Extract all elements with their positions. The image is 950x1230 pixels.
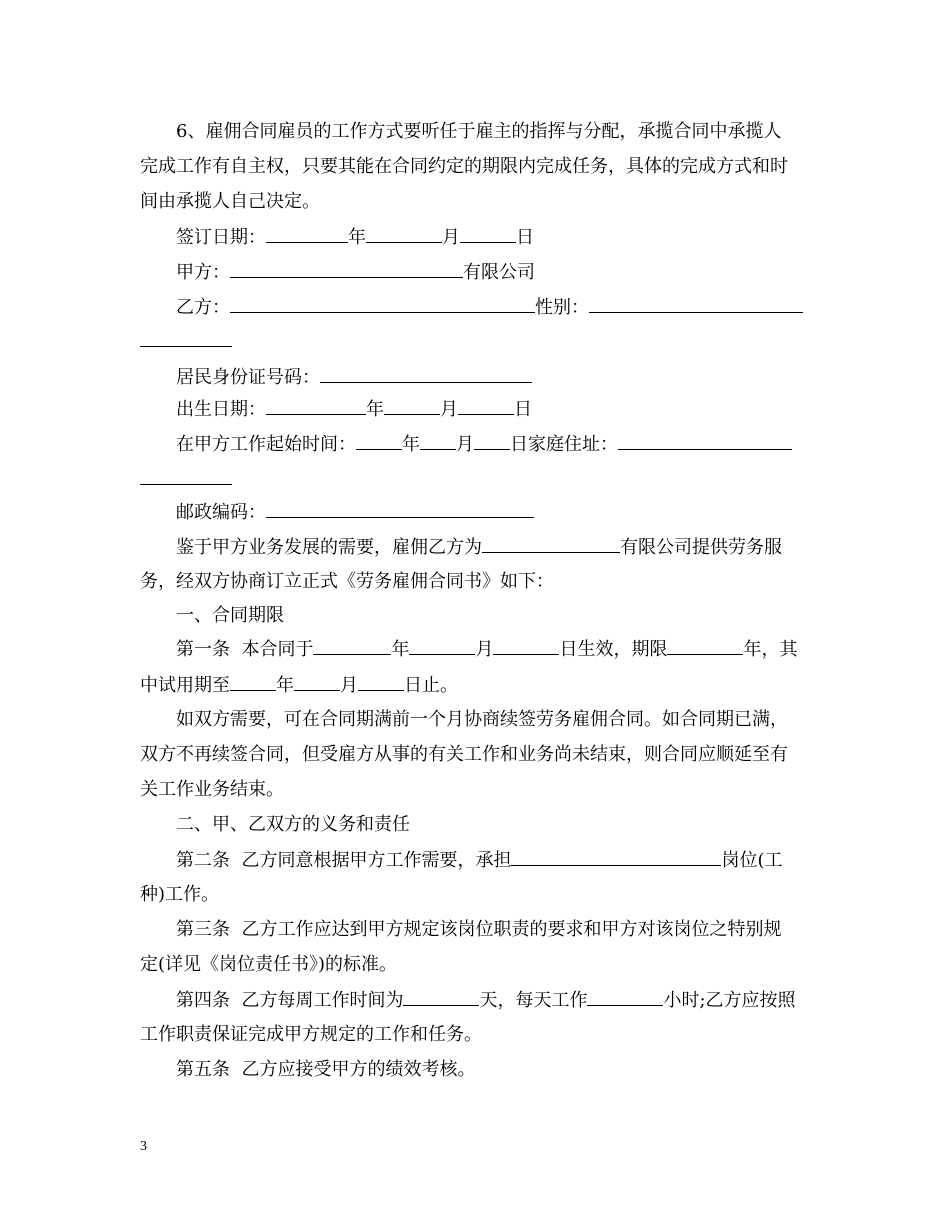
paragraph-line: 6、雇佣合同雇员的工作方式要听任于雇主的指挥与分配，承揽合同中承揽人 (176, 121, 782, 142)
postal-label: 邮政编码： (176, 502, 266, 523)
party-a-label: 甲方： (176, 262, 230, 283)
month-label: 月 (340, 675, 358, 696)
blank-field (266, 225, 348, 243)
blank-field (589, 295, 803, 313)
address-label: 家庭住址： (528, 434, 618, 455)
year-label: 年 (348, 227, 366, 248)
blank-field (356, 432, 402, 450)
article-2-line (176, 848, 782, 873)
intro-text: 鉴于甲方业务发展的需要，雇佣乙方为 (176, 537, 482, 558)
article-4-line (176, 988, 796, 1013)
year-label: 年 (391, 639, 410, 660)
paragraph-line: 完成工作有自主权，只要其能在合同约定的期限内完成任务，具体的完成方式和时 (140, 156, 788, 177)
month-label: 月 (442, 227, 460, 248)
intro-text: 有限公司提供劳务服 (620, 537, 782, 558)
article-text: 第二条 乙方同意根据甲方工作需要，承担 (176, 850, 512, 871)
blank-field (482, 535, 620, 553)
paragraph-line: 第五条 乙方应接受甲方的绩效考核。 (176, 1059, 476, 1080)
sign-date-label: 签订日期： (176, 227, 266, 248)
article-text: 日生效，期限 (559, 639, 668, 660)
article-text: 第四条 乙方每周工作时间为 (176, 990, 404, 1011)
blank-field (140, 484, 232, 485)
blank-field (358, 673, 404, 691)
month-label: 月 (440, 399, 458, 420)
company-suffix: 有限公司 (463, 262, 535, 283)
blank-field (403, 988, 479, 1006)
gender-label: 性别： (535, 297, 589, 318)
blank-field (320, 365, 532, 383)
day-label: 日 (514, 399, 532, 420)
blank-field (474, 432, 510, 450)
blank-field (409, 637, 475, 655)
blank-field (294, 673, 340, 691)
blank-field (230, 673, 276, 691)
start-time-line (176, 432, 792, 457)
year-label: 年 (402, 434, 420, 455)
blank-field (667, 637, 743, 655)
postal-line (176, 500, 534, 525)
section-heading: 一、合同期限 (176, 605, 284, 626)
paragraph-line: 关工作业务结束。 (140, 779, 284, 800)
day-label: 日 (510, 434, 528, 455)
article-text: 中试用期至 (140, 675, 230, 696)
blank-field (384, 397, 440, 415)
sign-date-line (176, 225, 534, 250)
blank-field (313, 637, 391, 655)
birth-line (176, 397, 532, 422)
day-label: 日 (516, 227, 534, 248)
year-label: 年 (276, 675, 294, 696)
article-1-line-2 (140, 673, 458, 698)
blank-field (140, 346, 232, 347)
blank-field (458, 397, 514, 415)
month-label: 月 (475, 639, 494, 660)
blank-field (230, 260, 463, 278)
section-heading: 二、甲、乙双方的义务和责任 (176, 814, 410, 835)
blank-field (230, 295, 535, 313)
blank-field (618, 432, 792, 450)
blank-field (493, 637, 559, 655)
birth-label: 出生日期： (176, 399, 266, 420)
article-text: 岗位(工 (721, 850, 783, 871)
year-label: 年 (366, 399, 384, 420)
paragraph-line: 间由承揽人自己决定。 (140, 191, 320, 212)
blank-field (366, 225, 442, 243)
month-label: 月 (456, 434, 474, 455)
blank-field (511, 848, 721, 866)
start-label: 在甲方工作起始时间： (176, 434, 356, 455)
page-number: 3 (140, 1139, 147, 1154)
blank-field (587, 988, 663, 1006)
id-line (176, 365, 532, 390)
article-1-line (176, 637, 797, 662)
blank-field (420, 432, 456, 450)
paragraph-line: 定(详见《岗位责任书》)的标准。 (140, 954, 398, 975)
article-text: 天，每天工作 (479, 990, 588, 1011)
party-b-label: 乙方： (176, 297, 230, 318)
blank-field (460, 225, 516, 243)
paragraph-line: 种)工作。 (140, 884, 220, 905)
article-text: 年，其 (743, 639, 798, 660)
party-a-line (176, 260, 535, 285)
article-text: 日止。 (404, 675, 458, 696)
article-text: 第一条 本合同于 (176, 639, 314, 660)
paragraph-line: 双方不再续签合同，但受雇方从事的有关工作和业务尚未结束，则合同应顺延至有 (140, 744, 788, 765)
id-label: 居民身份证号码： (176, 367, 320, 388)
party-b-line (176, 295, 803, 320)
blank-field (266, 500, 534, 518)
article-text: 小时;乙方应按照 (663, 990, 796, 1011)
paragraph-line: 务，经双方协商订立正式《劳务雇佣合同书》如下： (140, 571, 554, 592)
paragraph-line: 工作职责保证完成甲方规定的工作和任务。 (140, 1024, 482, 1045)
paragraph-line: 第三条 乙方工作应达到甲方规定该岗位职责的要求和甲方对该岗位之特别规 (176, 919, 782, 940)
paragraph-line: 如双方需要，可在合同期满前一个月协商续签劳务雇佣合同。如合同期已满， (176, 709, 788, 730)
blank-field (266, 397, 366, 415)
intro-line (176, 535, 782, 560)
